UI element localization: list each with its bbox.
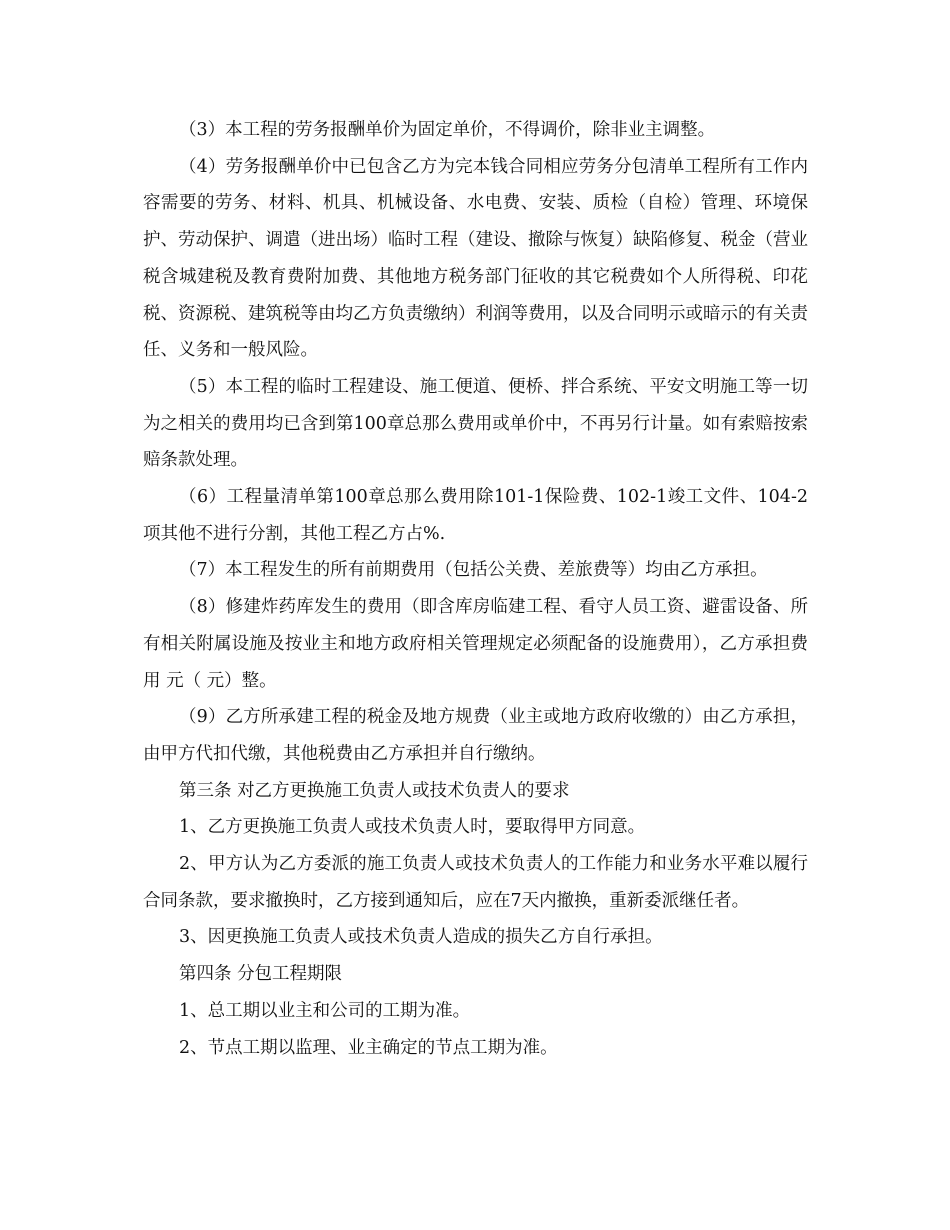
paragraph-clause-7: （7）本工程发生的所有前期费用（包括公关费、差旅费等）均由乙方承担。: [179, 560, 768, 581]
article-3-heading: 第三条 对乙方更换施工负责人或技术负责人的要求: [179, 780, 570, 801]
paragraph-clause-6: （6）工程量清单第100章总那么费用除101-1保险费、102-1竣工文件、104-2项其他不进行分割，其他工程乙方占%.: [143, 487, 808, 544]
article-4-item-2: 2、节点工期以监理、业主确定的节点工期为准。: [179, 1037, 558, 1058]
paragraph-clause-8: （8）修建炸药库发生的费用（即含库房临建工程、看守人员工资、避雷设备、所有相关附属设施及按业主和地方政府相关管理规定必须配备的设施费用），乙方承担费用 元（ 元）整。: [143, 597, 808, 691]
document-body: [143, 112, 808, 1066]
article-4-heading: 第四条 分包工程期限: [179, 964, 343, 985]
paragraph-clause-3: （3）本工程的劳务报酬单价为固定单价，不得调价，除非业主调整。: [179, 120, 716, 140]
article-3-item-2: 2、甲方认为乙方委派的施工负责人或技术负责人的工作能力和业务水平难以履行合同条款，要求撤换时，乙方接到通知后，应在7天内撤换，重新委派继任者。: [143, 854, 808, 911]
paragraph-clause-4: （4）劳务报酬单价中已包含乙方为完本钱合同相应劳务分包清单工程所有工作内容需要的劳务、材料、机具、机械设备、水电费、安装、质检（自检）管理、环境保护、劳动保护、调遣（进出场）临时工程（建设、撤除与恢复）缺陷修复、税金（营业税含城建税及教育费附加费、其他地方税务部门征收的其它税费如个人所得税、印花税、资源税、建筑税等由均乙方负责缴纳）利润等费用，以及合同明示或暗示的有关责任、义务和一般风险。: [143, 156, 808, 361]
article-3-item-3: 3、因更换施工负责人或技术负责人造成的损失乙方自行承担。: [179, 927, 663, 948]
paragraph-clause-5: （5）本工程的临时工程建设、施工便道、便桥、拌合系统、平安文明施工等一切为之相关的费用均已含到第100章总那么费用或单价中，不再另行计量。如有索赔按索赔条款处理。: [143, 376, 808, 471]
paragraph-clause-9: （9）乙方所承建工程的税金及地方规费（业主或地方政府收缴的）由乙方承担，由甲方代扣代缴，其他税费由乙方承担并自行缴纳。: [143, 707, 808, 764]
article-4-item-1: 1、总工期以业主和公司的工期为准。: [179, 1000, 471, 1021]
article-3-item-1: 1、乙方更换施工负责人或技术负责人时，要取得甲方同意。: [179, 817, 646, 838]
